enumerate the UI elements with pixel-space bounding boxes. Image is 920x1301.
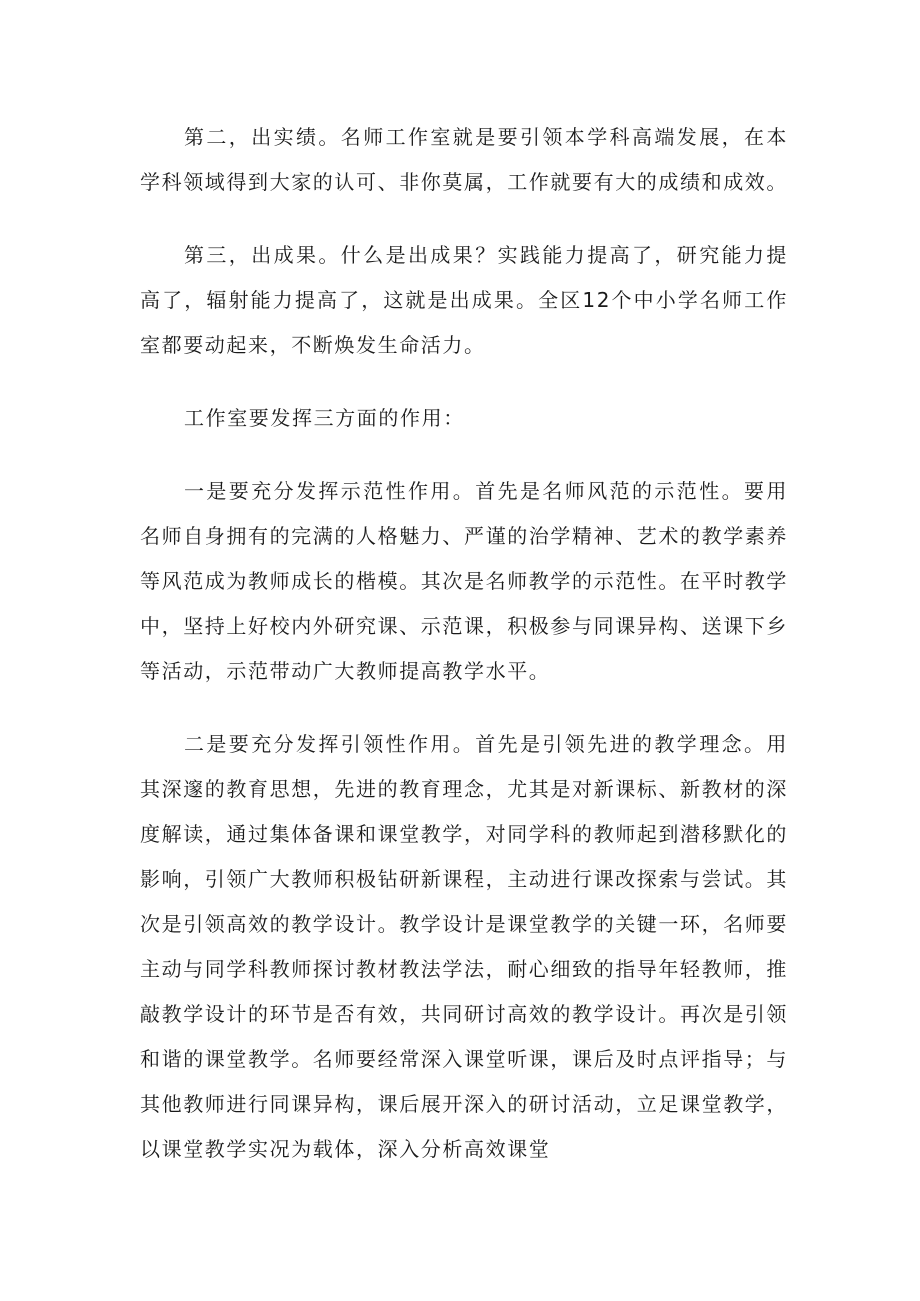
paragraph-three-roles-intro: 工作室要发挥三方面的作用：: [184, 406, 465, 430]
paragraph-third-results: 第三，出成果。什么是出成果？实践能力提高了，研究能力提高了，辐射能力提高了，这就是出成果。全区12个中小学名师工作室都要动起来，不断焕发生命活力。: [140, 243, 788, 357]
paragraph-second-achievements: 第二，出实绩。名师工作室就是要引领本学科高端发展，在本学科领域得到大家的认可、非你莫属，工作就要有大的成绩和成效。: [140, 125, 788, 194]
paragraph-demonstrative-role: 一是要充分发挥示范性作用。首先是名师风范的示范性。要用名师自身拥有的完满的人格魅力、严谨的治学精神、艺术的教学素养等风范成为教师成长的楷模。其次是名师教学的示范性。在平时教学中，坚持上好校内外研究课、示范课，积极参与同课异构、送课下乡等活动，示范带动广大教师提高教学水平。: [140, 479, 788, 683]
paragraph-leading-role: 二是要充分发挥引领性作用。首先是引领先进的教学理念。用其深邃的教育思想，先进的教育理念，尤其是对新课标、新教材的深度解读，通过集体备课和课堂教学，对同学科的教师起到潜移默化的影响，引领广大教师积极钻研新课程，主动进行课改探索与尝试。其次是引领高效的教学设计。教学设计是课堂教学的关键一环，名师要主动与同学科教师探讨教材教法学法，耐心细致的指导年轻教师，推敲教学设计的环节是否有效，共同研讨高效的教学设计。再次是引领和谐的课堂教学。名师要经常深入课堂听课，课后及时点评指导；与其他教师进行同课异构，课后展开深入的研讨活动，立足课堂教学，以课堂教学实况为载体，深入分析高效课堂: [140, 732, 788, 1161]
